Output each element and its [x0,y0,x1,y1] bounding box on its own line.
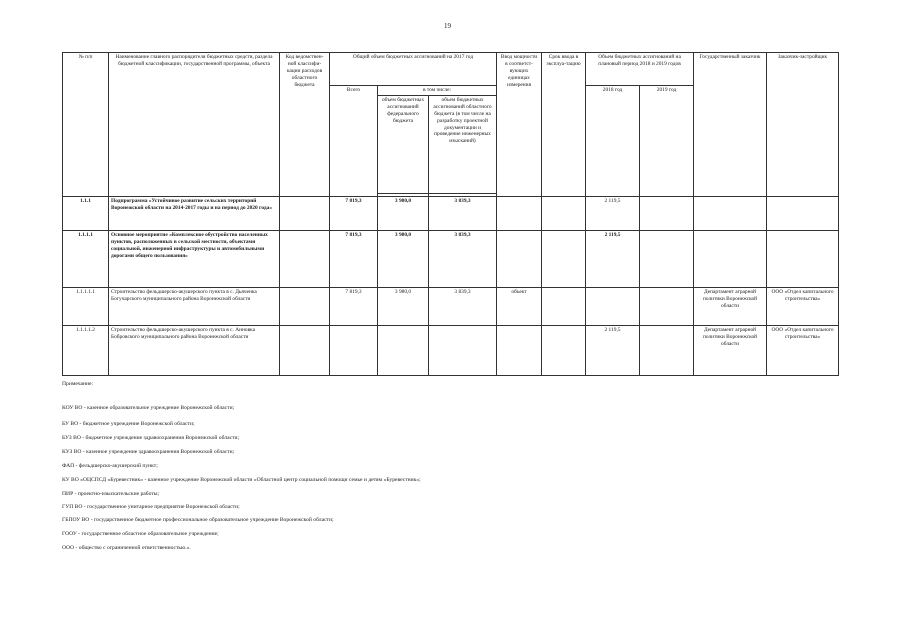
row-total: 7 819,3 [330,196,378,230]
header-regional: объем бюджетных ассигнований областного бюджета (в том числе на разработку проектной документации и проведение инженерных изысканий) [429,95,497,193]
header-2019: 2019 год [640,86,694,197]
row-customer [694,230,767,287]
row-regional: 3 839,3 [429,196,497,230]
header-capacity: Ввод мощности в соответст-вующих единицах измерения [497,53,542,197]
note-item: ГООУ - государственное областное образовательное учреждение; [62,531,219,537]
row-2019 [640,325,694,375]
note-item: КУ ВО «ОЦСПСД «Буревестник» - казенное учреждение Воронежской области «Областной центр социальной помощи семье и детям «Буревестник»; [62,477,421,483]
note-item: КОУ ВО - казенное образовательное учреждение Воронежской области; [62,405,235,411]
row-2018: 2 119,5 [586,196,640,230]
row-2019 [640,230,694,287]
header-num: № п/п [63,53,109,197]
row-2018 [586,287,640,325]
note-item: ПИР - проектно-изыскательские работы; [62,491,160,497]
row-num: 1.1.1.1 [63,230,109,287]
row-2018: 2 119,5 [586,230,640,287]
row-deadline [542,230,586,287]
note-item: ФАП - фельдшерско-акушерский пункт; [62,463,158,469]
row-2019 [640,196,694,230]
header-federal: объем бюджетных ассигнований федерального бюджета [378,95,429,193]
row-total: 7 819,3 [330,287,378,325]
note-item: ООО - общество с ограниченной ответственностью.». [62,545,191,551]
row-code [280,325,330,375]
row-num: 1.1.1.1.1 [63,287,109,325]
row-code [280,230,330,287]
note-item: БУ ВО - бюджетное учреждение Воронежской области; [62,421,195,427]
row-capacity [497,230,542,287]
header-2018: 2018 год [586,86,640,197]
table-row [63,196,839,230]
table-row [63,325,839,375]
row-deadline [542,325,586,375]
note-item: КУЗ ВО - казенное учреждение здравоохранения Воронежской области; [62,449,235,455]
row-developer [767,196,839,230]
row-name: Строительство фельдшерско-акушерского пункта в с. Анновка Бобровского муниципального района Воронежской области [109,325,280,375]
header-code: Код ведомствен-ной классифи-кации расходов областного бюджета [280,53,330,197]
notes-title: Примечание: [62,381,94,387]
row-code [280,287,330,325]
row-federal: 3 980,0 [378,287,429,325]
row-developer: ООО «Отдел капитального строительства» [767,287,839,325]
page-number: 19 [444,22,451,30]
header-customer: Государственный заказчик [694,53,767,197]
note-item: ГУП ВО - государственное унитарное предприятие Воронежской области; [62,504,240,510]
row-num: 1.1.1 [63,196,109,230]
note-item: ГБПОУ ВО - государственное бюджетное профессиональное образовательное учреждение Воронежской области; [62,517,334,523]
row-capacity: объект [497,287,542,325]
header-including: в том числе: [378,86,497,96]
table-row [63,230,839,287]
header-deadline: Срок ввода в эксплуа-тацию [542,53,586,197]
row-deadline [542,287,586,325]
header-planned: Объем бюджетных ассигнований на плановый период 2018 и 2019 годов [586,53,694,86]
row-deadline [542,196,586,230]
row-developer: ООО «Отдел капитального строительства» [767,325,839,375]
row-regional: 3 839,3 [429,230,497,287]
row-name: Строительство фельдшерско-акушерского пункта в с. Дьяченка Богучарского муниципального района Воронежской области [109,287,280,325]
row-federal [378,325,429,375]
row-customer [694,196,767,230]
header-developer: Заказчик-застройщик [767,53,839,197]
row-customer: Департамент аграрной политики Воронежской области [694,287,767,325]
header-name: Наименование главного распорядителя бюджетных средств, раздела бюджетной классификации, государственной программы, объекта [109,53,280,197]
note-item: БУЗ ВО - бюджетное учреждение здравоохранения Воронежской области; [62,435,240,441]
budget-table [62,52,839,376]
row-federal: 3 980,0 [378,196,429,230]
row-name: Основное мероприятие «Комплексное обустройство населенных пунктов, расположенных в сельской местности, объектами социальной, инженерной инфраструктуры и автомобильными дорогами общего пользования» [109,230,280,287]
row-regional: 3 839,3 [429,287,497,325]
row-capacity [497,196,542,230]
table-row [63,287,839,325]
row-code [280,196,330,230]
row-customer: Департамент аграрной политики Воронежской области [694,325,767,375]
row-developer [767,230,839,287]
row-2018: 2 119,5 [586,325,640,375]
header-total: Всего [330,86,378,197]
row-num: 1.1.1.1.2 [63,325,109,375]
row-name: Подпрограмма «Устойчивое развитие сельских территорий Воронежской области на 2014-2017 годы и на период до 2020 года» [109,196,280,230]
row-capacity [497,325,542,375]
row-2019 [640,287,694,325]
row-total [330,325,378,375]
row-total: 7 819,3 [330,230,378,287]
header-total-2017: Общий объем бюджетных ассигнований на 2017 год [330,53,497,86]
row-regional [429,325,497,375]
row-federal: 3 980,0 [378,230,429,287]
